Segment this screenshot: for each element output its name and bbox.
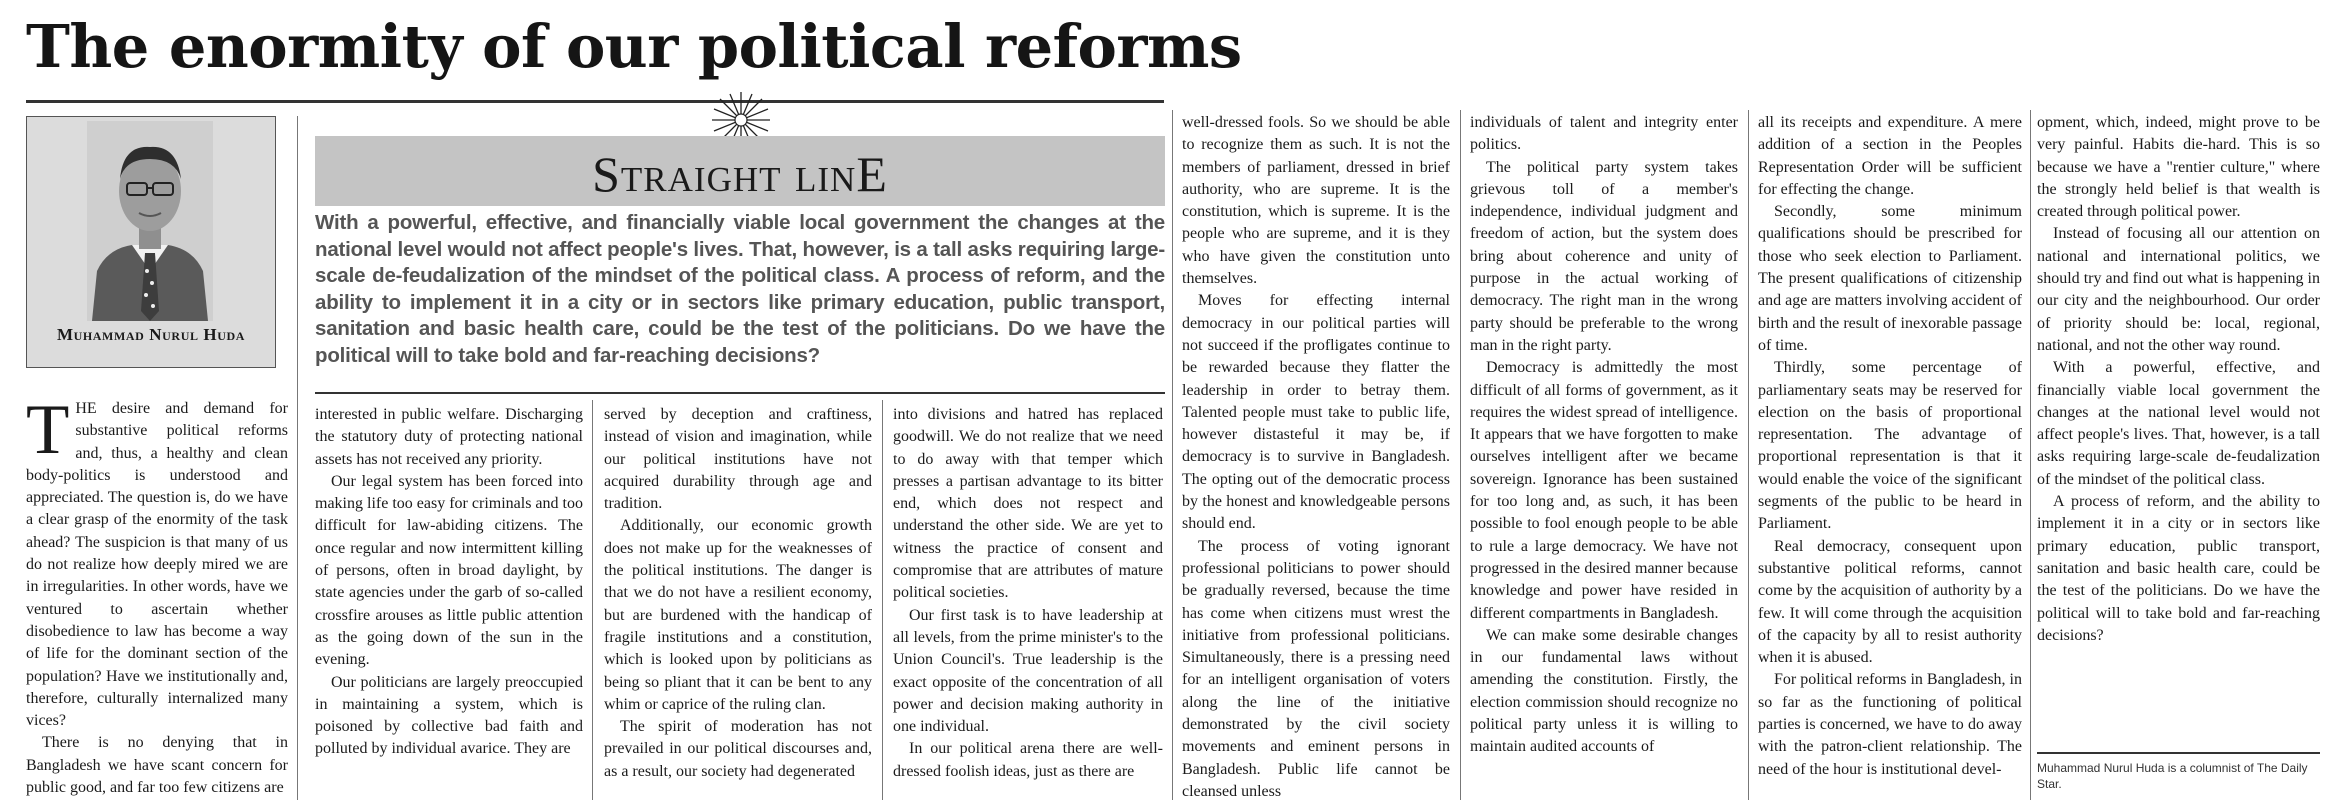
article-deck: With a powerful, effective, and financially viable local government the changes at the national level would not affect people's lives. That, however, is a tall asks requiring large-scale de-feudalization of the mindset of the political class. A process of reform, and the ability to implement it in a city or in sectors like primary education, public transport, sanitation and basic health care, could be the test of the politicians. Do we have the political will to take bold and far-reaching decisions? xyxy=(315,211,1165,367)
paragraph: There is no denying that in Bangladesh we have scant concern for public good, and far too few citizens are xyxy=(26,734,288,797)
paragraph: With a powerful, effective, and financially viable local government the changes at the national level would not affect people's lives. That, however, is a tall asks requiring large-scale de-feudalization of the mindset of the political class. xyxy=(2037,359,2320,488)
headline-rule xyxy=(26,100,1164,103)
paragraph: individuals of talent and integrity enter politics. xyxy=(1470,114,1738,154)
article-column-7 xyxy=(1758,112,2022,800)
paragraph: well-dressed fools. So we should be able to recognize them as such. It is not the members of parliament, dressed in brief authority, who are supreme. It is the constitution, which is supreme. It is the people who are supreme, and it is they who have given the constitution unto themselves. xyxy=(1182,114,1450,288)
paragraph: Real democracy, consequent upon substantive political reforms, cannot come by the acquisition of authority by a few. It will come through the acquisition of the capacity by all to resist authority when it is abused. xyxy=(1758,537,2022,667)
deck-bottom-rule xyxy=(315,392,1165,394)
author-portrait-image xyxy=(87,121,213,321)
paragraph: all its receipts and expenditure. A mere addition of a section in the Peoples Representation Order will be sufficient for effecting the change. xyxy=(1758,114,2022,198)
column-rule-5 xyxy=(1460,110,1461,800)
paragraph: HE desire and demand for substantive political reforms and, thus, a healthy and clean body-politics is understood and appreciated. The question is, do we have a clear grasp of the enormity of the task ahead? The suspicion is that many of us do not realize how deeply mired we are in irregularities. In other words, have we ventured to ascertain whether disobedience to law has become a way of life for the dominant section of the population? Have we institutionally and, therefore, culturally internalized many vices? xyxy=(26,400,288,730)
article-column-3 xyxy=(604,404,872,800)
paragraph: For political reforms in Bangladesh, in so far as the functioning of political parties is concerned, we have to do away with the patron-client relationship. The need of the hour is institutional devel- xyxy=(1758,671,2022,778)
article-column-8 xyxy=(2037,112,2320,748)
column-rule-3 xyxy=(882,400,883,800)
article-column-6 xyxy=(1470,112,1738,800)
paragraph: The process of voting ignorant professional politicians to power should be gradually reversed, because the time has come when citizens must wrest the initiative from professional politicians. Simultaneously, there is a pressing need for an intelligent organisation of voters along the line of the initiative demonstrated by the civil society movements and eminent persons in Bangladesh. Public life cannot be cleansed unless xyxy=(1182,537,1450,800)
author-footnote: Muhammad Nurul Huda is a columnist of The Daily Star. xyxy=(2037,761,2308,791)
article-headline: The enormity of our political reforms xyxy=(26,12,1242,81)
footnote-rule xyxy=(2037,752,2320,754)
paragraph: opment, which, indeed, might prove to be very painful. Habits die-hard. This is so because we have a "rentier culture," where the strongly held belief is that wealth is created through political power. xyxy=(2037,114,2320,221)
paragraph: Democracy is admittedly the most difficult of all forms of government, as it requires the widest spread of intelligence. It appears that we have forgotten to make ourselves intelligent after we became sovereign. Ignorance has been sustained for too long and, as such, it has been possible to fool enough people to be able to rule a large democracy. We have not progressed in the desired manner because knowledge and power have resided in different compartments in Bangladesh. xyxy=(1470,359,1738,622)
paragraph: Our legal system has been forced into making life too easy for criminals and too difficult for law-abiding citizens. The once regular and now intermittent killing of persons, often in broad daylight, by state agencies under the garb of so-called crossfire arouses as little public attention as the going down of the sun in the evening. xyxy=(315,472,583,669)
paragraph: Moves for effecting internal democracy in our political parties will not succeed if the profligates continue to be rewarded because they flatter the leadership in order to betray them. Talented people must take to public life, however distasteful it may be, if democracy is to survive in Bangladesh. The opting out of the democratic process by the honest and knowledgeable persons should end. xyxy=(1182,292,1450,533)
paragraph: The political party system takes grievous toll of a member's independence, individual judgment and freedom of action, but the system does bring about coherence and unity of purpose in the actual working of democracy. The right man in the wrong party should be preferable to the wrong man in the right party. xyxy=(1470,158,1738,354)
paragraph: In our political arena there are well-dressed foolish ideas, just as there are xyxy=(893,740,1163,780)
article-column-1 xyxy=(26,398,288,800)
author-photo-box xyxy=(26,116,276,368)
paragraph: Thirdly, some percentage of parliamentary seats may be reserved for election on the basis of proportional representation. The advantage of proportional representation is that it would enable the voice of the significant segments of the public to be heard in Parliament. xyxy=(1758,359,2022,533)
paragraph: Instead of focusing all our attention on national and international politics, we should try and find out what is happening in our city and the neighbourhood. Our order of priority should be: local, regional, national, and not the other way round. xyxy=(2037,225,2320,354)
paragraph: A process of reform, and the ability to implement it in a city or in sectors like primary education, public transport, sanitation and basic health care, could be the test of the politicians. Do we have the political will to take bold and far-reaching decisions? xyxy=(2037,493,2320,644)
paragraph: Our politicians are largely preoccupied in maintaining a system, which is poisoned by collective bad faith and polluted by individual avarice. They are xyxy=(315,673,583,758)
column-rule-6 xyxy=(1748,110,1749,800)
drop-cap: T xyxy=(26,398,70,469)
paragraph: We can make some desirable changes in our fundamental laws without amending the constitution. Firstly, the election commission should recognize no political party unless it is willing to maintain audited accounts of xyxy=(1470,626,1738,756)
column-name: Straight linE xyxy=(592,146,888,202)
column-rule-4 xyxy=(1172,110,1173,800)
author-photo xyxy=(87,121,213,321)
paragraph: Additionally, our economic growth does not make up for the weaknesses of the political institutions. The danger is that we do not have a resilient economy, but are burdened with the handicap of fragile institutions and a constitution, which is looked upon by politicians as being so pliant that it can be bent to any whim or caprice of the ruling clan. xyxy=(604,517,872,713)
column-rule-2 xyxy=(592,400,593,800)
paragraph: Secondly, some minimum qualifications should be prescribed for those who seek election to Parliament. The present qualifications of citizenship and age are matters involving accident of birth and the result of inexorable passage of time. xyxy=(1758,203,2022,354)
column-rule-7 xyxy=(2030,110,2031,800)
column-banner xyxy=(315,136,1165,206)
paragraph: The spirit of moderation has not prevailed in our political discourses and, as a result, our society had degenerated xyxy=(604,718,872,780)
paragraph: into divisions and hatred has replaced goodwill. We do not realize that we need to do away with that temper which presses a partisan advantage to its bitter end, which does not respect and understand the other side. We are yet to witness the practice of consent and compromise that are attributes of mature political societies. xyxy=(893,406,1163,602)
author-name: Muhammad Nurul Huda xyxy=(56,325,246,344)
column-rule-1 xyxy=(297,116,298,800)
article-column-5 xyxy=(1182,112,1450,800)
paragraph: Our first task is to have leadership at all levels, from the prime minister's to the Union Council's. True leadership is the exact opposite of the concentration of all power and decision making authority in one individual. xyxy=(893,606,1163,736)
paragraph: served by deception and craftiness, instead of vision and imagination, while our political institutions have not acquired durability through age and tradition. xyxy=(604,406,872,513)
article-column-2 xyxy=(315,404,583,800)
paragraph: interested in public welfare. Discharging the statutory duty of protecting national assets has not received any priority. xyxy=(315,406,583,468)
article-column-4 xyxy=(893,404,1163,800)
